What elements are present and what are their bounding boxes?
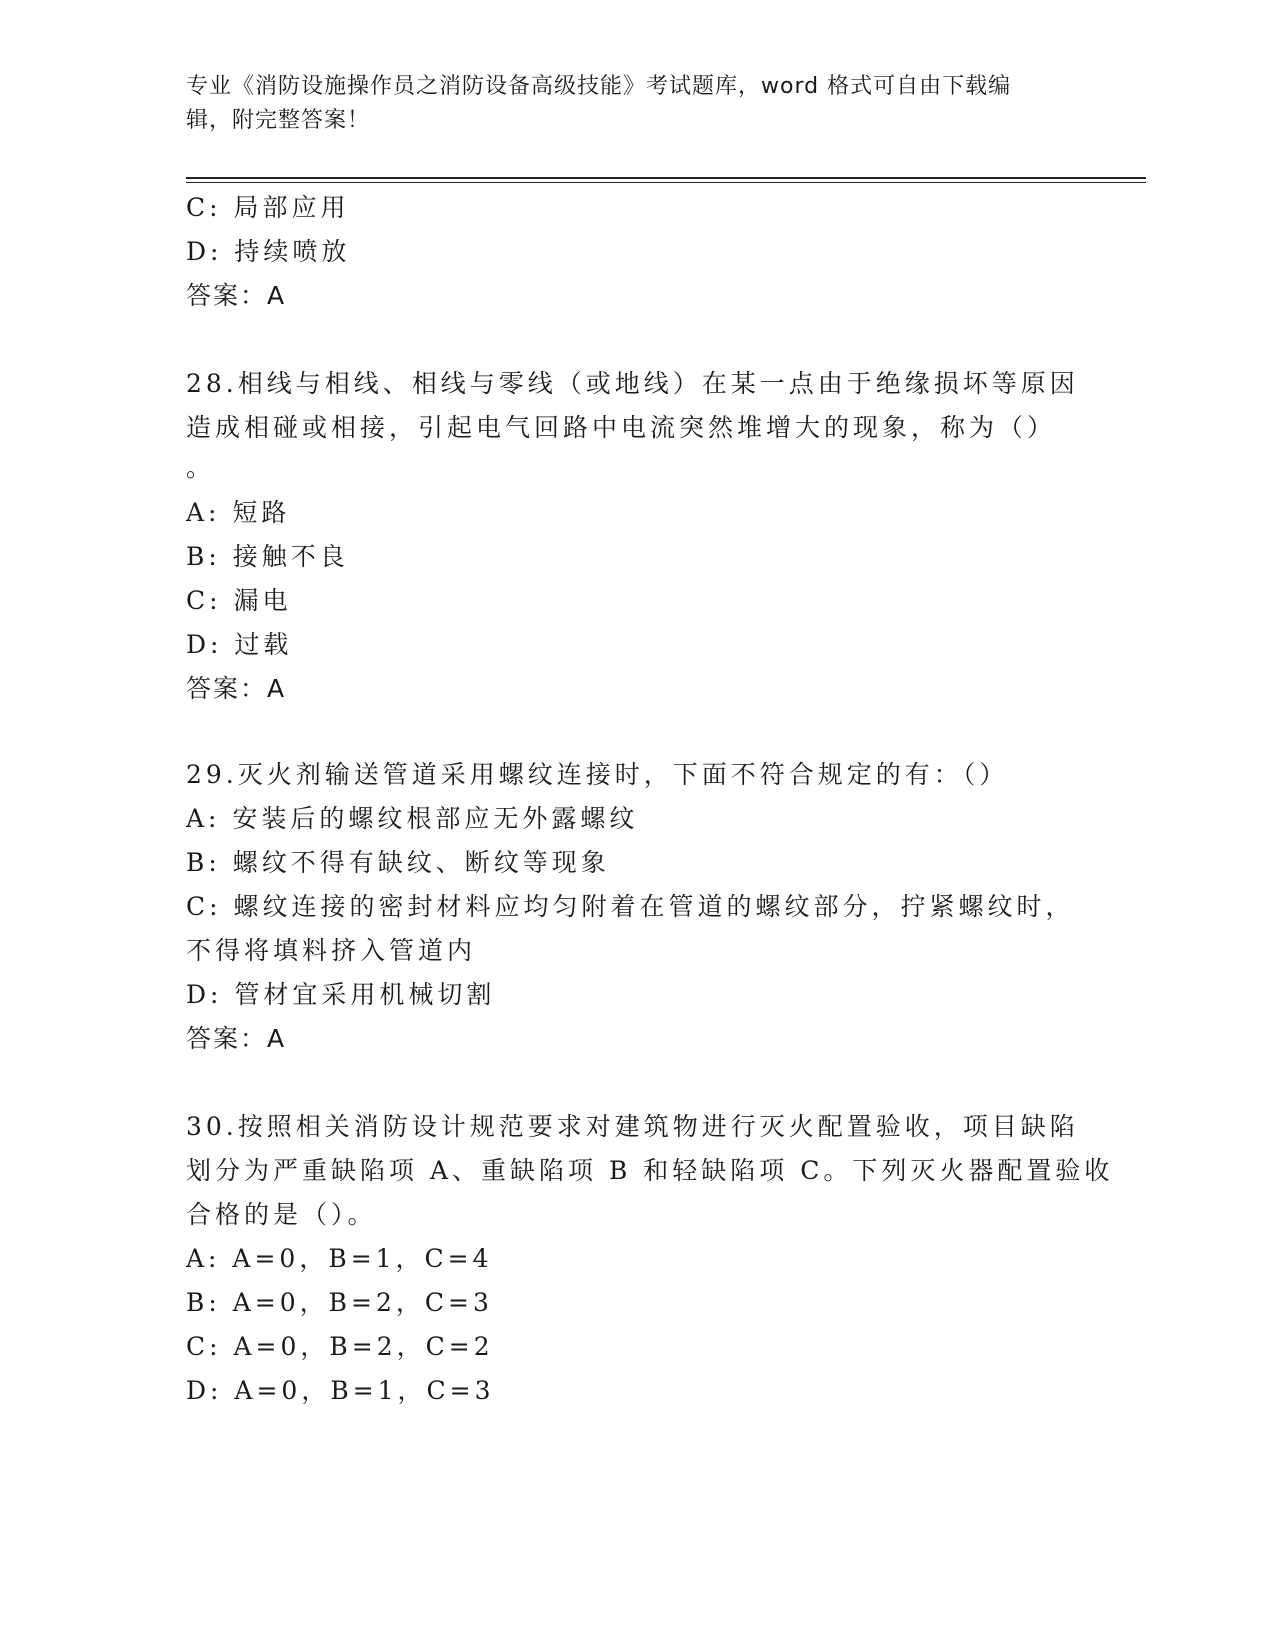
q28-option-d: D: 过载 — [186, 630, 293, 659]
q27-option-d: D: 持续喷放 — [186, 237, 351, 266]
page-header — [186, 70, 1066, 138]
q30-stem-line-2: 划分为严重缺陷项 A、重缺陷项 B 和轻缺陷项 C。下列灭火器配置验收 — [186, 1156, 1114, 1185]
q30-option-a: A: A=0，B=1，C=4 — [186, 1244, 493, 1273]
q30-option-d: D: A=0，B=1，C=3 — [186, 1376, 495, 1405]
q28-stem-line-1: 28.相线与相线、相线与零线（或地线）在某一点由于绝缘损坏等原因 — [186, 369, 1079, 398]
q28-option-c: C: 漏电 — [186, 586, 292, 615]
q28-option-a: A: 短路 — [186, 498, 291, 527]
header-divider-thin — [186, 182, 1146, 183]
header-line-1: 专业《消防设施操作员之消防设备高级技能》考试题库，word 格式可自由下载编 — [186, 74, 1012, 99]
q29-option-d: D: 管材宜采用机械切割 — [186, 980, 496, 1009]
q28-option-b: B: 接触不良 — [186, 542, 349, 571]
q30-stem-line-3: 合格的是（）。 — [186, 1200, 377, 1229]
q28-answer: 答案：A — [186, 674, 287, 703]
q29-option-c-line-1: C: 螺纹连接的密封材料应均匀附着在管道的螺纹部分，拧紧螺纹时， — [186, 892, 1075, 921]
q28-stem-line-3: 。 — [186, 453, 216, 482]
q28-stem-line-2: 造成相碰或相接，引起电气回路中电流突然堆增大的现象，称为（） — [186, 413, 1057, 442]
q29-stem: 29.灭火剂输送管道采用螺纹连接时，下面不符合规定的有：（） — [186, 760, 1009, 789]
header-divider-thick — [186, 177, 1146, 179]
q29-option-c-line-2: 不得将填料挤入管道内 — [186, 936, 477, 965]
q29-option-a: A: 安装后的螺纹根部应无外露螺纹 — [186, 804, 639, 833]
q29-option-b: B: 螺纹不得有缺纹、断纹等现象 — [186, 848, 610, 877]
q30-option-b: B: A=0，B=2，C=3 — [186, 1288, 493, 1317]
q27-answer: 答案：A — [186, 281, 287, 310]
q29-answer: 答案：A — [186, 1024, 287, 1053]
q27-option-c: C: 局部应用 — [186, 193, 350, 222]
q30-option-c: C: A=0，B=2，C=2 — [186, 1332, 494, 1361]
header-line-2: 辑，附完整答案！ — [186, 108, 371, 133]
q30-stem-line-1: 30.按照相关消防设计规范要求对建筑物进行灭火配置验收，项目缺陷 — [186, 1112, 1079, 1141]
